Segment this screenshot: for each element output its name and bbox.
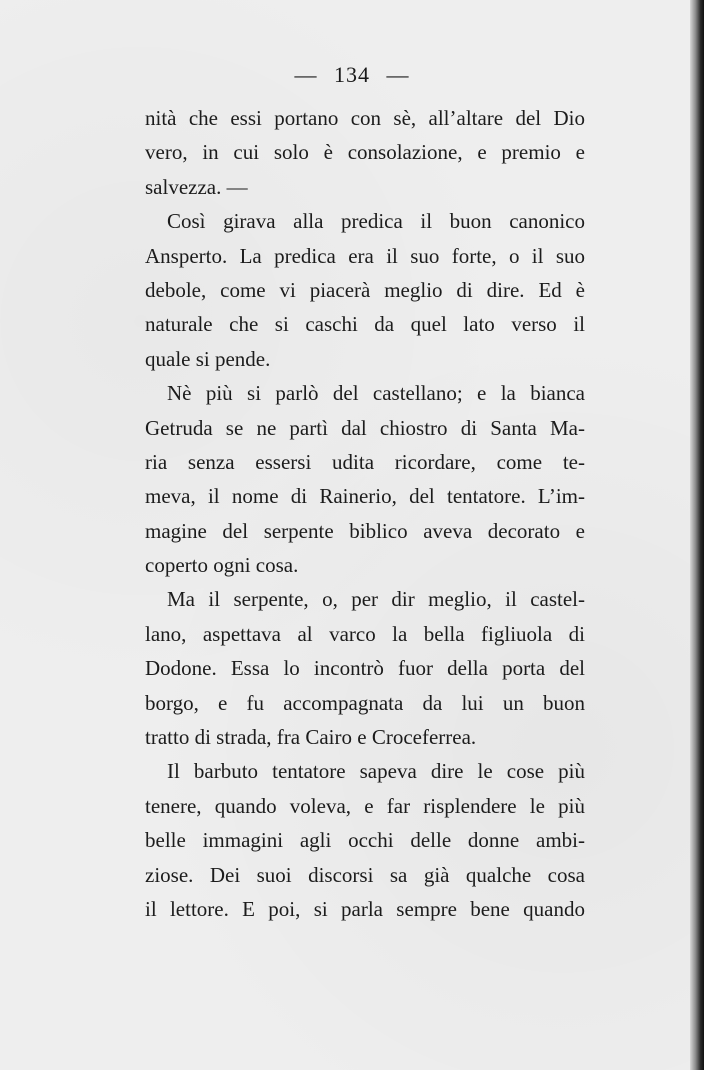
body-text — [145, 101, 585, 926]
text-line: lano, aspettava al varco la bella figliuola di — [145, 621, 585, 646]
book-spine-shadow — [690, 0, 704, 1070]
text-line: coperto ogni cosa. — [145, 553, 299, 578]
text-line: Getruda se ne partì dal chiostro di Santa Ma- — [145, 415, 585, 440]
page-header — [0, 62, 704, 88]
text-line: Ansperto. La predica era il suo forte, o il suo — [145, 243, 585, 268]
text-line: Ma il serpente, o, per dir meglio, il castel- — [167, 587, 585, 612]
header-dash-left: — — [294, 62, 318, 87]
text-line: vero, in cui solo è consolazione, e premio e — [145, 140, 585, 165]
text-line: tenere, quando voleva, e far risplendere le più — [145, 793, 585, 818]
text-line: il lettore. E poi, si parla sempre bene quando — [145, 896, 585, 921]
text-line: naturale che si caschi da quel lato verso il — [145, 312, 585, 337]
text-line: debole, come vi piacerà meglio di dire. Ed è — [145, 277, 585, 302]
text-line: meva, il nome di Rainerio, del tentatore. L’im- — [145, 484, 585, 509]
text-line: Nè più si parlò del castellano; e la bianca — [167, 381, 585, 406]
text-line: salvezza. — — [145, 174, 248, 199]
text-line: tratto di strada, fra Cairo e Croceferrea. — [145, 725, 477, 750]
text-line: ria senza essersi udita ricordare, come te- — [145, 449, 585, 474]
text-line: ziose. Dei suoi discorsi sa già qualche cosa — [145, 862, 585, 887]
text-line: nità che essi portano con sè, all’altare del Dio — [145, 106, 585, 130]
header-dash-right: — — [386, 62, 410, 87]
text-line: magine del serpente biblico aveva decorato e — [145, 518, 585, 543]
text-line: Dodone. Essa lo incontrò fuor della porta del — [145, 656, 585, 681]
text-line: Così girava alla predica il buon canonico — [167, 209, 585, 234]
text-line: borgo, e fu accompagnata da lui un buon — [145, 690, 585, 715]
text-line: quale si pende. — [145, 346, 271, 371]
text-line: Il barbuto tentatore sapeva dire le cose più — [167, 759, 585, 784]
page-number: 134 — [334, 62, 370, 87]
text-line: belle immagini agli occhi delle donne ambi- — [145, 828, 585, 853]
